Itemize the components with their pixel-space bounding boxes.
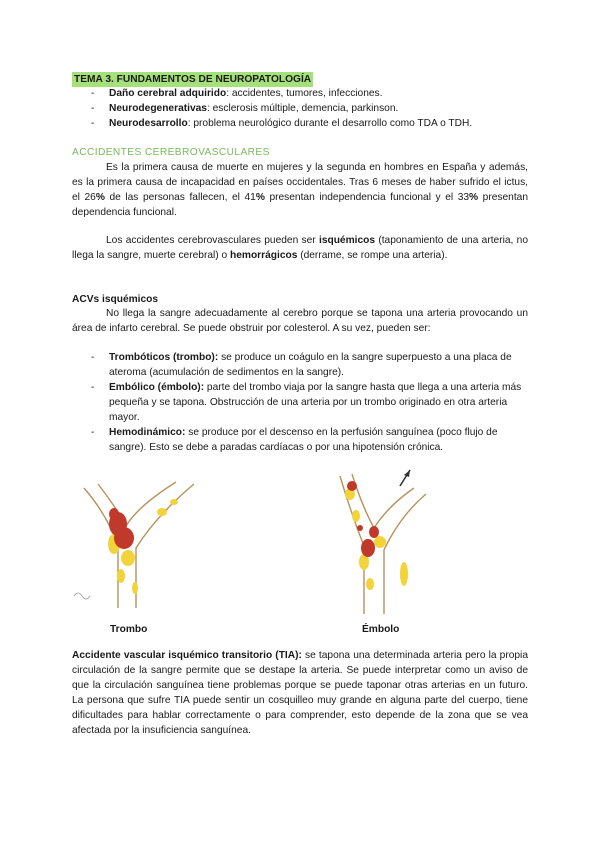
- page-title: TEMA 3. FUNDAMENTOS DE NEUROPATOLOGÍA: [74, 74, 312, 85]
- paragraph-ischemic: No llega la sangre adecuadamente al cerebro porque se tapona una arteria provocando un área de infarto cerebral. Se puede obstruir por colesterol. A su vez, pueden ser:: [72, 308, 528, 334]
- figure-caption-thrombus: Trombo: [110, 624, 148, 635]
- paragraph-tia: Accidente vascular isquémico transitorio (TIA): se tapona una determinada arteria pero la propia circulación de la sangre permite que se destape la arteria. Se puede interpretar como un aviso de que la circulación sanguínea tiene problemas porque se puede taponar otras arterias en un futuro. La persona que sufre TIA puede sentir un cosquilleo muy grande en alguna parte del cuerpo, tiene dificultades para hablar correctamente o para comprender, esto depende de la zona que se vea afectada por la insuficiencia sanguínea.: [72, 650, 528, 736]
- paragraph-stats: Es la primera causa de muerte en mujeres y la segunda en hombres en España y además, es la primera causa de incapacidad en países occidentales. Tras 6 meses de haber sufrido el ictus, el 26% de las personas fallecen, el 41% presentan independencia funcional y el 33% presentan dependencia funcional.: [72, 162, 528, 218]
- intro-list: [91, 86, 531, 131]
- list-item: - Daño cerebral adquirido: accidentes, tumores, infecciones.: [91, 86, 531, 101]
- list-item: - Neurodegenerativas: esclerosis múltiple, demencia, parkinson.: [91, 101, 531, 116]
- paragraph-types: Los accidentes cerebrovasculares pueden ser isquémicos (taponamiento de una arteria, no llega la sangre, muerte cerebral) o hemorrágicos (derrame, se rompe una arteria).: [72, 235, 529, 261]
- subheading: ACVs isquémicos: [72, 294, 159, 305]
- list-item: - Neurodesarrollo: problema neurológico durante el desarrollo como TDA o TDH.: [91, 116, 531, 131]
- figure-caption-embolus: Émbolo: [362, 624, 400, 635]
- list-item: - Trombóticos (trombo): se produce un coágulo en la sangre superpuesto a una placa de ateroma (acumulación de sedimentos en la sangre).: [91, 350, 528, 380]
- list-item: - Embólico (émbolo): parte del trombo viaja por la sangre hasta que llega a una arteria más pequeña y se tapona. Obstrucción de una arteria por un trombo originado en otra arteria mayor.: [91, 380, 528, 425]
- embolus-illustration: [330, 466, 450, 616]
- list-item: - Hemodinámico: se produce por el descenso en la perfusión sanguínea (poco flujo de sangre). Esto se debe a paradas cardíacas o por una hipotensión crónica.: [91, 425, 528, 455]
- thrombus-illustration: [66, 476, 216, 611]
- ischemic-types-list: [91, 350, 528, 455]
- section-title: ACCIDENTES CEREBROVASCULARES: [72, 147, 270, 158]
